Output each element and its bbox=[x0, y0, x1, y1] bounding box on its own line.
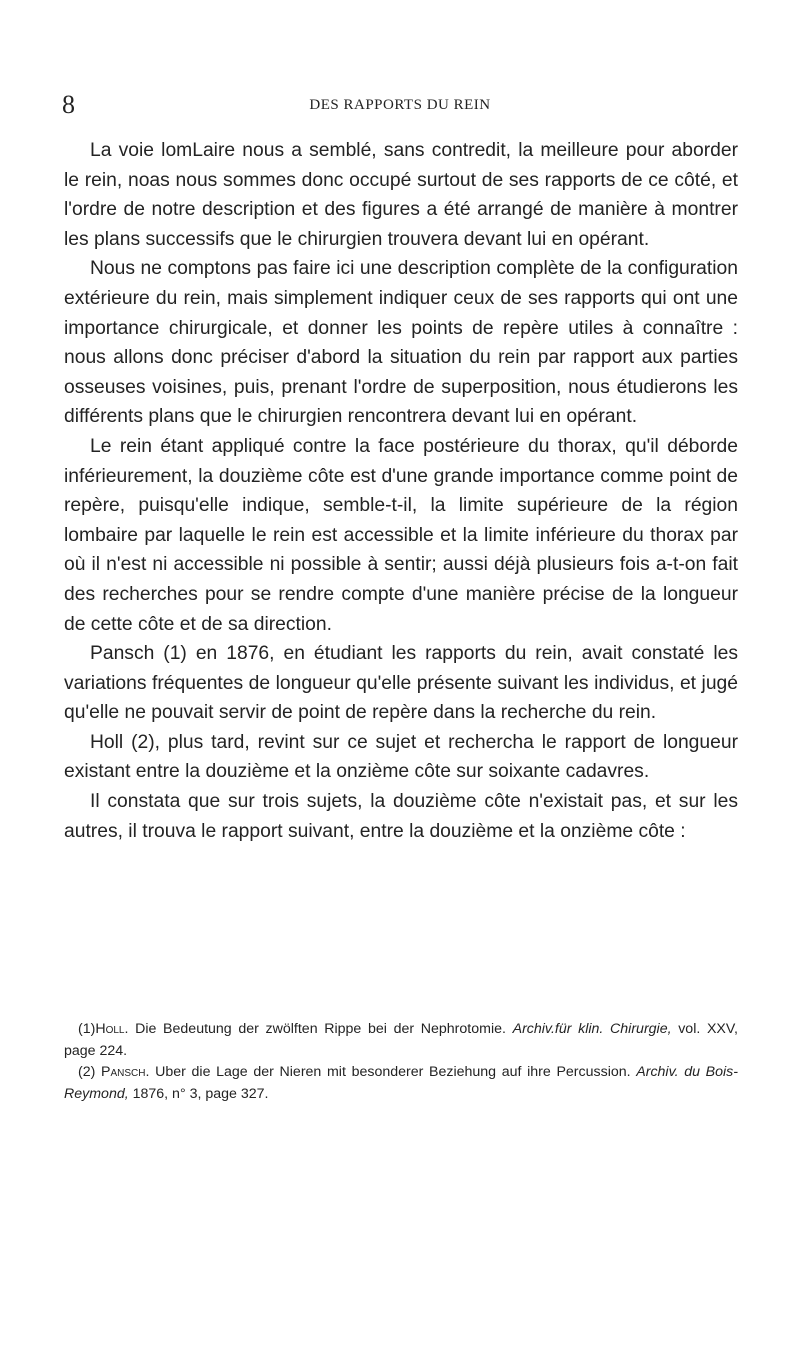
footnote-marker: (2) bbox=[78, 1064, 96, 1081]
footnote-source: Archiv.für klin. Chirurgie, bbox=[512, 1021, 672, 1037]
paragraph: Le rein étant appliqué contre la face postérieure du thorax, qu'il déborde inférieurement, la douzième côte est d'une grande importance comme point de repère, puisqu'elle indique, semble-t-il, la limite supérieure de la région lombaire par laquelle le rein est accessible et la limite inférieure du thorax par où il n'est ni accessible ni possible à sentir; aussi déjà plusieurs fois a-t-on fait des recherches pour se rendre compte d'une manière précise de la longueur de cette côte et de sa direction. bbox=[64, 435, 738, 635]
footnote bbox=[64, 1019, 738, 1062]
footnote-author: Holl. bbox=[95, 1021, 129, 1037]
body-text bbox=[64, 136, 738, 846]
footnote-details: 1876, n° 3, page 327. bbox=[128, 1085, 269, 1102]
footnote-marker: (1) bbox=[78, 1021, 96, 1037]
footnote bbox=[64, 1062, 738, 1105]
paragraph: La voie lomLaire nous a semblé, sans contredit, la meilleure pour aborder le rein, noas nous sommes donc occupé surtout de ses rapports de ce côté, et l'ordre de notre description et des figures a été arrangé de manière à montrer les plans successifs que le chirurgien trouvera devant lui en opérant. bbox=[64, 140, 738, 250]
footnote-text: Die Bedeutung der zwölften Rippe bei der Nephrotomie. bbox=[128, 1021, 513, 1037]
paragraph: Pansch (1) en 1876, en étudiant les rapports du rein, avait constaté les variations fréquentes de longueur qu'elle présente suivant les individus, et jugé qu'elle ne pouvait servir de point de repère dans la recherche du rein. bbox=[64, 643, 738, 724]
paragraph: Nous ne comptons pas faire ici une description complète de la configuration extérieure du rein, mais simplement indiquer ceux de ses rapports qui ont une importance chirurgicale, et donner les points de repère utiles à connaître : nous allons donc préciser d'abord la situation du rein par rapport aux parties osseuses voisines, puis, prenant l'ordre de superposition, nous étudierons les différents plans que le chirurgien rencontrera devant lui en opérant. bbox=[64, 258, 738, 428]
paragraph: Il constata que sur trois sujets, la douzième côte n'existait pas, et sur les autres, il trouva le rapport suivant, entre la douzième et la onzième côte : bbox=[64, 791, 738, 842]
footnotes bbox=[64, 1019, 738, 1105]
paragraph: Holl (2), plus tard, revint sur ce sujet et rechercha le rapport de longueur existant entre la douzième et la onzième côte sur soixante cadavres. bbox=[64, 731, 738, 783]
running-head: DES RAPPORTS DU REIN bbox=[309, 97, 491, 113]
footnote-author: Pansch. bbox=[101, 1064, 150, 1081]
footnote-text: Uber die Lage der Nieren mit besonderer Beziehung auf ihre Percussion. bbox=[149, 1064, 637, 1081]
footnote-details: vol. XXV, page 224. bbox=[64, 1021, 738, 1059]
footnote-source: Archiv. du Bois-Reymond, bbox=[64, 1064, 738, 1102]
page-number: 8 bbox=[62, 90, 75, 119]
page-header bbox=[62, 90, 738, 119]
